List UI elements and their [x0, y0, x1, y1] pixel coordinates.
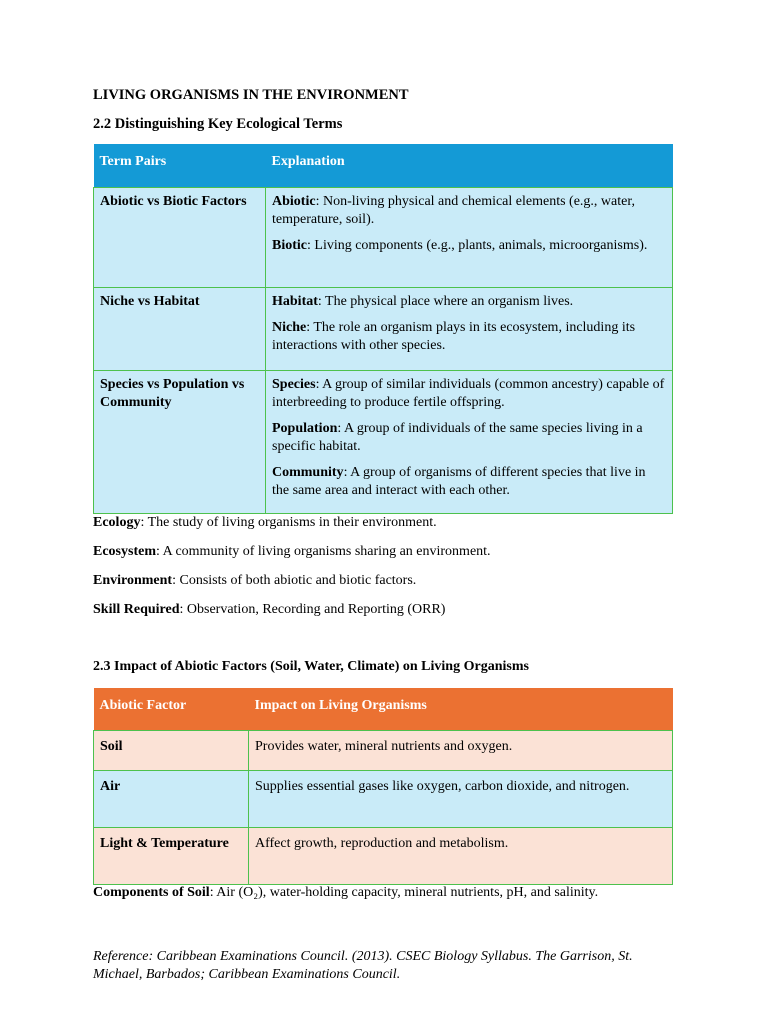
factor-soil: Soil — [94, 730, 249, 770]
table-row — [94, 287, 673, 370]
impact-light-temperature: Affect growth, reproduction and metabolism. — [249, 827, 673, 884]
header-term-pairs: Term Pairs — [94, 144, 266, 187]
definition-text: : Observation, Recording and Reporting (ORR) — [179, 602, 446, 617]
header-impact: Impact on Living Organisms — [249, 688, 673, 730]
definition-text: : Consists of both abiotic and biotic factors. — [172, 573, 417, 588]
item-text: : The physical place where an organism lives. — [317, 293, 574, 309]
soil-text: : Air (O₂), water-holding capacity, mineral nutrients, pH, and salinity. — [209, 885, 599, 900]
explanation-cell — [266, 370, 673, 513]
reference-citation: Reference: Caribbean Examinations Council. (2013). CSEC Biology Syllabus. The Garrison, St. Michael, Barbados; Caribbean Examinations Council. — [93, 949, 633, 982]
term-species-population-community: Species vs Population vs Community — [94, 370, 266, 513]
item-label: Niche — [272, 319, 307, 335]
definition-skill-required — [93, 601, 445, 619]
item-text: : A group of organisms of different species that live in the same area and interact with each other. — [272, 464, 646, 498]
document-title: LIVING ORGANISMS IN THE ENVIRONMENT — [93, 87, 409, 103]
impact-air: Supplies essential gases like oxygen, carbon dioxide, and nitrogen. — [249, 770, 673, 827]
impact-soil: Provides water, mineral nutrients and oxygen. — [249, 730, 673, 770]
item-label: Habitat — [272, 293, 318, 309]
term-niche-habitat: Niche vs Habitat — [94, 287, 266, 370]
item-text: : Living components (e.g., plants, animals, microorganisms). — [307, 237, 648, 253]
item-label: Community — [272, 464, 344, 480]
item-label: Biotic — [272, 237, 307, 253]
definition-label: Ecosystem — [93, 544, 156, 559]
soil-label: Components of Soil — [93, 885, 210, 900]
explanation-cell — [266, 187, 673, 287]
header-explanation: Explanation — [266, 144, 673, 187]
item-label: Population — [272, 420, 338, 436]
definition-label: Skill Required — [93, 602, 180, 617]
header-abiotic-factor: Abiotic Factor — [94, 688, 249, 730]
factor-light-temperature: Light & Temperature — [94, 827, 249, 884]
definition-text: : The study of living organisms in their environment. — [140, 515, 437, 530]
table-row — [94, 827, 673, 884]
table-row — [94, 187, 673, 287]
item-text: : Non-living physical and chemical elements (e.g., water, temperature, soil). — [272, 193, 635, 227]
definition-label: Ecology — [93, 515, 141, 530]
definition-text: : A community of living organisms sharing an environment. — [156, 544, 491, 559]
section-2-2-heading: 2.2 Distinguishing Key Ecological Terms — [93, 116, 343, 132]
table-row — [94, 730, 673, 770]
definition-ecosystem — [93, 543, 491, 561]
item-text: : The role an organism plays in its ecosystem, including its interactions with other species. — [272, 319, 636, 353]
table-row — [94, 770, 673, 827]
soil-components — [93, 884, 598, 902]
abiotic-factors-table — [93, 688, 673, 885]
item-text: : A group of individuals of the same species living in a specific habitat. — [272, 420, 643, 454]
item-label: Species — [272, 376, 316, 392]
ecological-terms-table — [93, 144, 673, 514]
definition-ecology — [93, 514, 437, 532]
table-row — [94, 370, 673, 513]
explanation-cell — [266, 287, 673, 370]
table-header-row — [94, 144, 673, 187]
table-header-row — [94, 688, 673, 730]
item-label: Abiotic — [272, 193, 316, 209]
section-2-3-heading: 2.3 Impact of Abiotic Factors (Soil, Water, Climate) on Living Organisms — [93, 659, 529, 674]
definition-label: Environment — [93, 573, 173, 588]
term-abiotic-biotic: Abiotic vs Biotic Factors — [94, 187, 266, 287]
definition-environment — [93, 572, 416, 590]
factor-air: Air — [94, 770, 249, 827]
item-text: : A group of similar individuals (common ancestry) capable of interbreeding to produce fertile offspring. — [272, 376, 665, 410]
